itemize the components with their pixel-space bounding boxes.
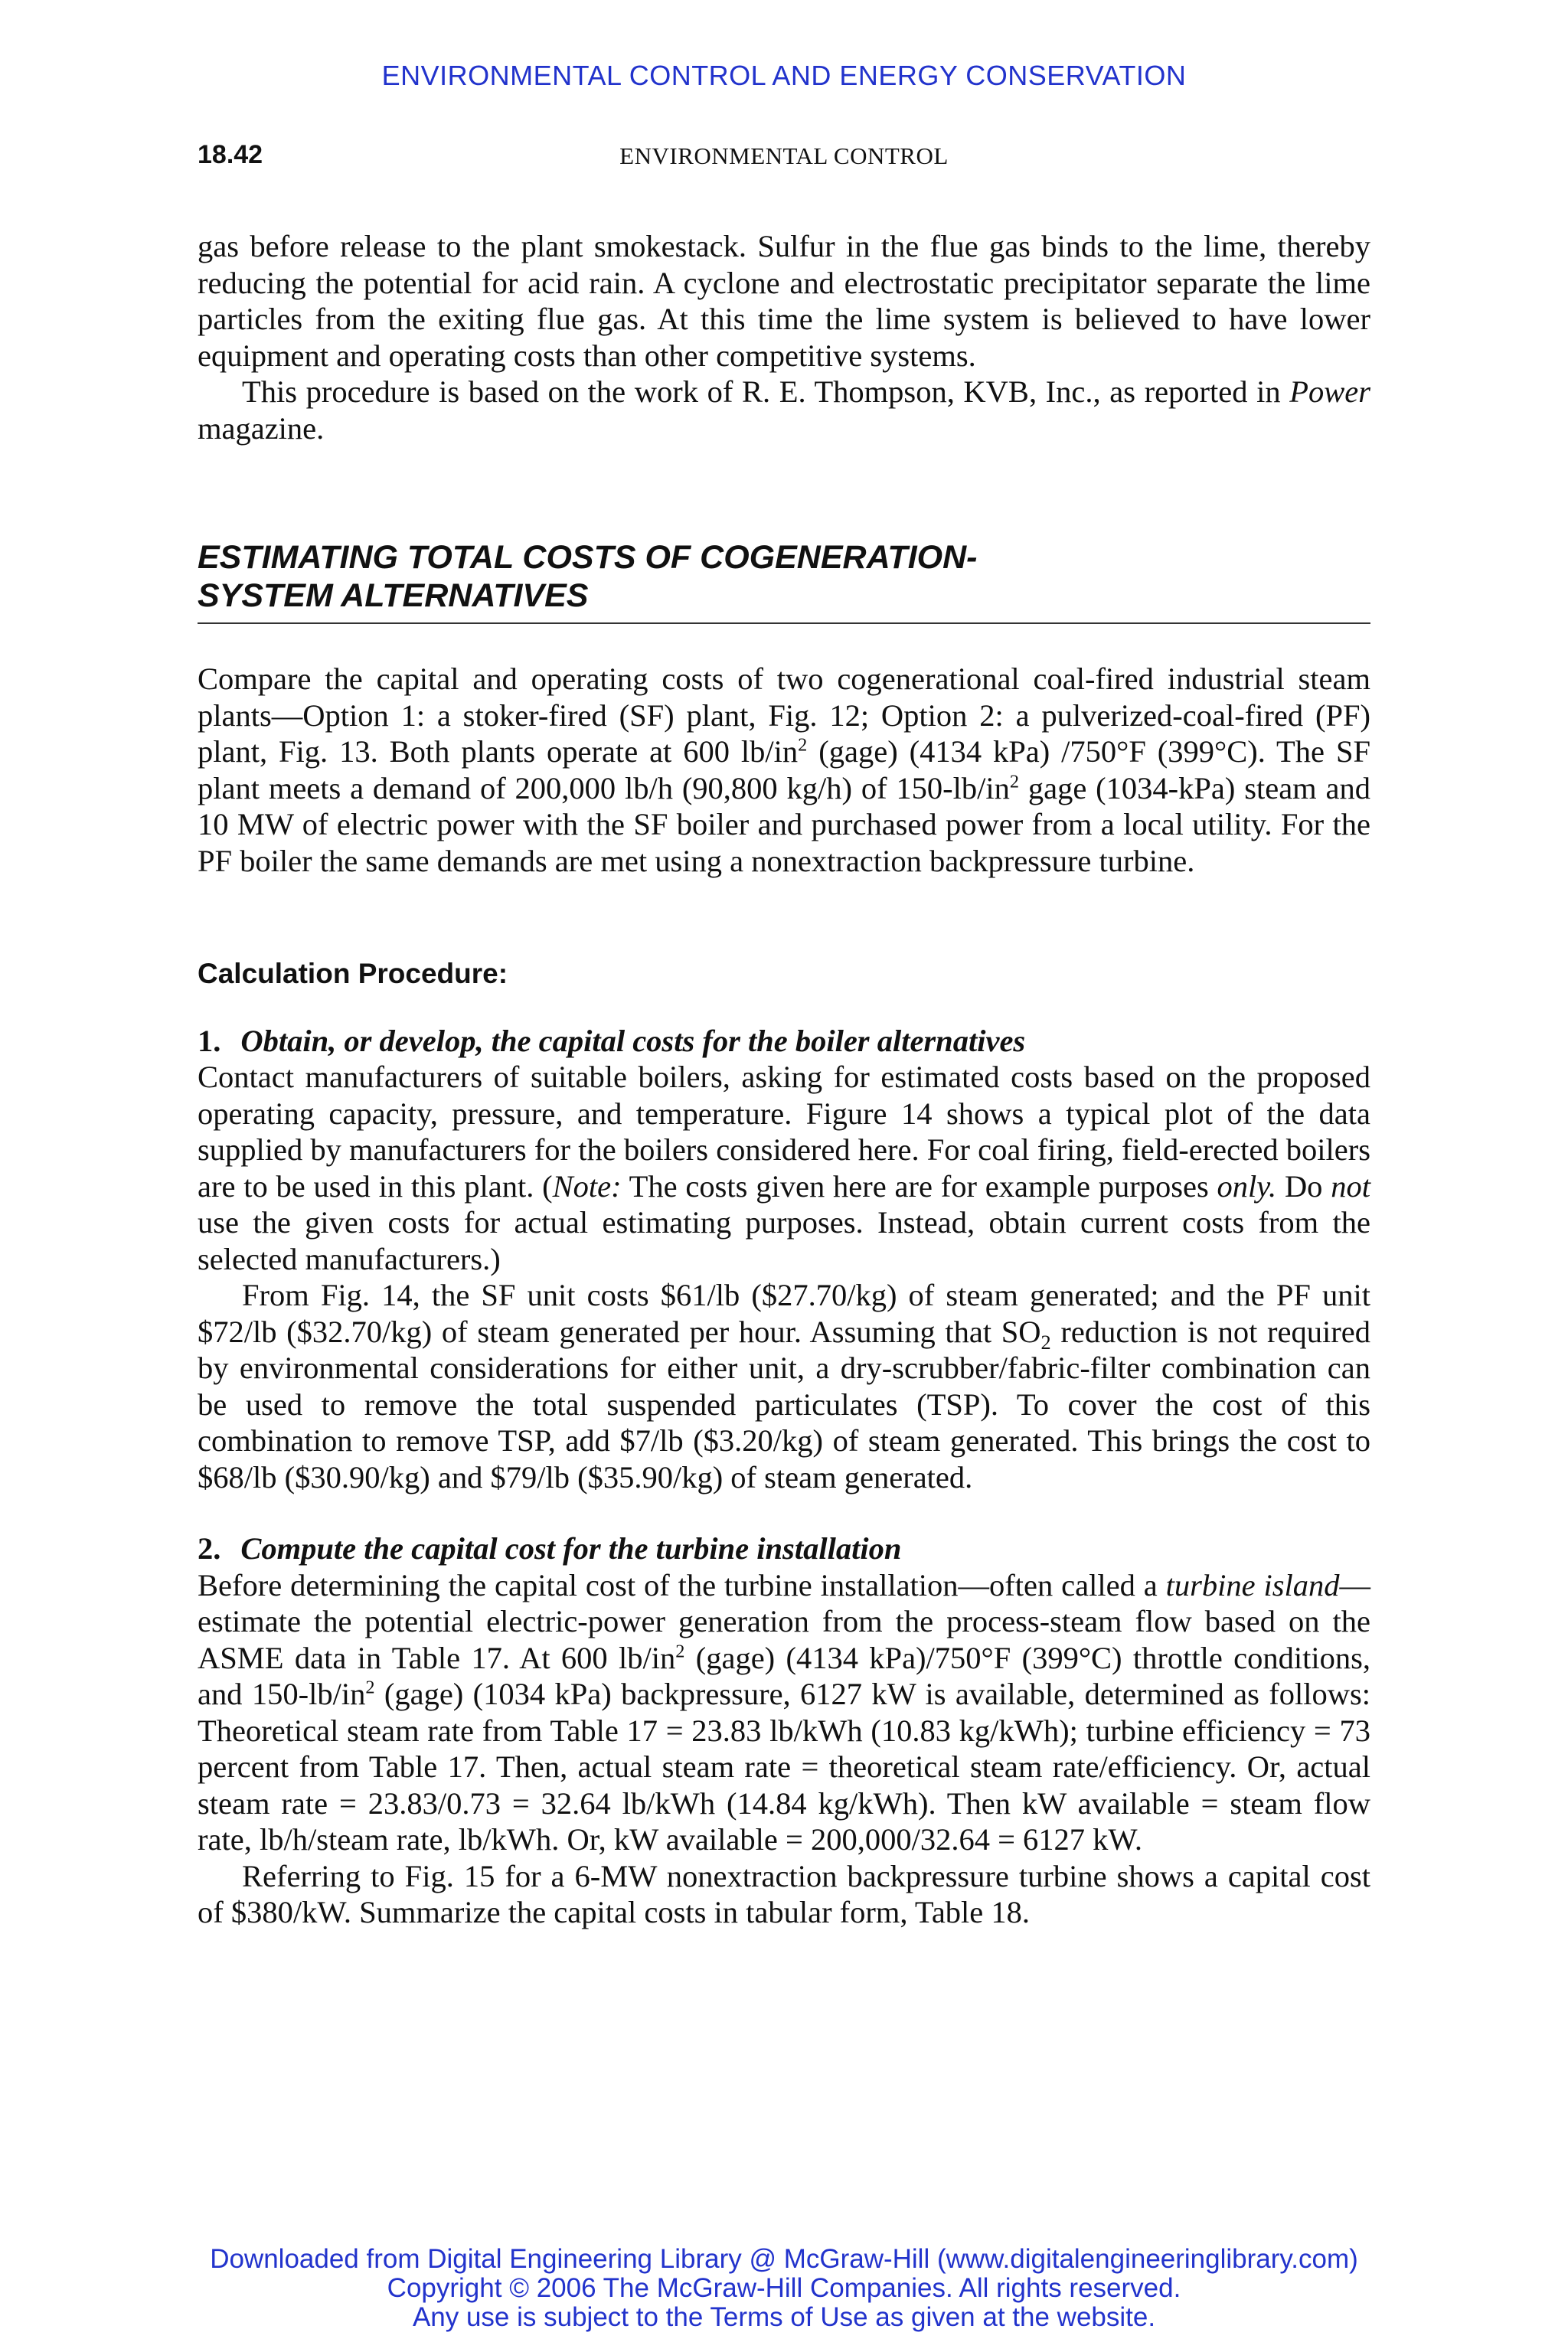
footer-copyright: Copyright © 2006 The McGraw-Hill Companies. All rights reserved. — [387, 2273, 1181, 2303]
continued-paragraph: gas before release to the plant smokestack. Sulfur in the flue gas binds to the lime, thereby reducing the potential for acid rain. A cyclone and electrostatic precipitator separate the lime particles from the exiting flue gas. At this time the lime system is believed to have lower equipment and operating costs than other competitive systems. — [198, 229, 1370, 373]
calculation-procedure-heading: Calculation Procedure: — [198, 958, 508, 989]
step-2-paragraph-2: Referring to Fig. 15 for a 6-MW nonextraction backpressure turbine shows a capital cost of $380/kW. Summarize the capital costs in tabular form, Table 18. — [198, 1858, 1370, 1929]
footer-download-link[interactable]: Downloaded from Digital Engineering Library @ McGraw-Hill (www.digitalengineeringlibrary.com) — [210, 2244, 1358, 2274]
step-1-heading: 1. Obtain, or develop, the capital costs for the boiler alternatives — [198, 1023, 1026, 1058]
step-1-paragraph-1: Contact manufacturers of suitable boilers, asking for estimated costs based on the proposed operating capacity, pressure, and temperature. Figure 14 shows a typical plot of the data supplied by manufacturers for the boilers considered here. For coal firing, field-erected boilers are to be used in this plant. (Note: The costs given here are for example purposes only. Do not use the given costs for actual estimating purposes. Instead, obtain current costs from the selected manufacturers.) — [198, 1060, 1371, 1276]
step-2-heading: 2. Compute the capital cost for the turbine installation — [198, 1531, 902, 1566]
attribution-paragraph: This procedure is based on the work of R. E. Thompson, KVB, Inc., as reported in Power magazine. — [198, 374, 1370, 446]
section-title: ESTIMATING TOTAL COSTS OF COGENERATION- SYSTEM ALTERNATIVES — [198, 538, 1370, 624]
step-2-paragraph-1: Before determining the capital cost of the turbine installation—often called a turbine island—estimate the potential electric-power generation from the process-steam flow based on the ASME data in Table 17. At 600 $lb/in^2$ (gage) (4134 kPa)/750°F (399°C) throttle conditions, and $150-lb/in^2$ (gage) (1034 kPa) backpressure, 6127 kW is available, determined as follows: Theoretical steam rate from Table 17 = 23.83 lb/kWh (10.83 kg/kWh); turbine efficiency = 73 percent from Table 17. Then, actual steam rate = theoretical steam rate/efficiency. Or, actual steam rate = 23.83/0.73 = 32.64 lb/kWh (14.84 kg/kWh). Then kW available = steam flow rate, lb/h/steam rate, lb/kWh. Or, kW available = 200,000/32.64 = 6127 kW. — [198, 1567, 1370, 1857]
running-head: ENVIRONMENTAL CONTROL — [619, 142, 949, 169]
download-footer[interactable] — [0, 2245, 1568, 2332]
section-intro: Compare the capital and operating costs of two cogenerational coal-fired industrial steam plants—Option 1: a stoker-fired (SF) plant, Fig. 12; Option 2: a pulverized-coal-fired (PF) plant, Fig. 13. Both plants operate at 600 $lb/in^2$ (gage) (4134 kPa) /750°F (399°C). The SF plant meets a demand of 200,000 lb/h (90,800 kg/h) of $150-lb/in^2$ gage (1034-kPa) steam and 10 MW of electric power with the SF boiler and purchased power from a local utility. For the PF boiler the same demands are met using a nonextraction backpressure turbine. — [198, 662, 1370, 878]
page-body — [198, 228, 1370, 1931]
top-banner[interactable]: ENVIRONMENTAL CONTROL AND ENERGY CONSERVATION — [381, 60, 1187, 91]
page-number: 18.42 — [198, 140, 263, 169]
step-1-paragraph-2: From Fig. 14, the SF unit costs $61/lb ($27.70/kg) of steam generated; and the PF unit $72/lb ($32.70/kg) of steam generated per hour. Assuming that $SO_2$ reduction is not required by environmental considerations for either unit, a dry-scrubber/fabric-filter combination can be used to remove the total suspended particulates (TSP). To cover the cost of this combination to remove TSP, add $7/lb ($3.20/kg) of steam generated. This brings the cost to $68/lb ($30.90/kg) and $79/lb ($35.90/kg) of steam generated. — [198, 1278, 1370, 1494]
footer-terms[interactable]: Any use is subject to the Terms of Use as given at the website. — [412, 2302, 1156, 2332]
